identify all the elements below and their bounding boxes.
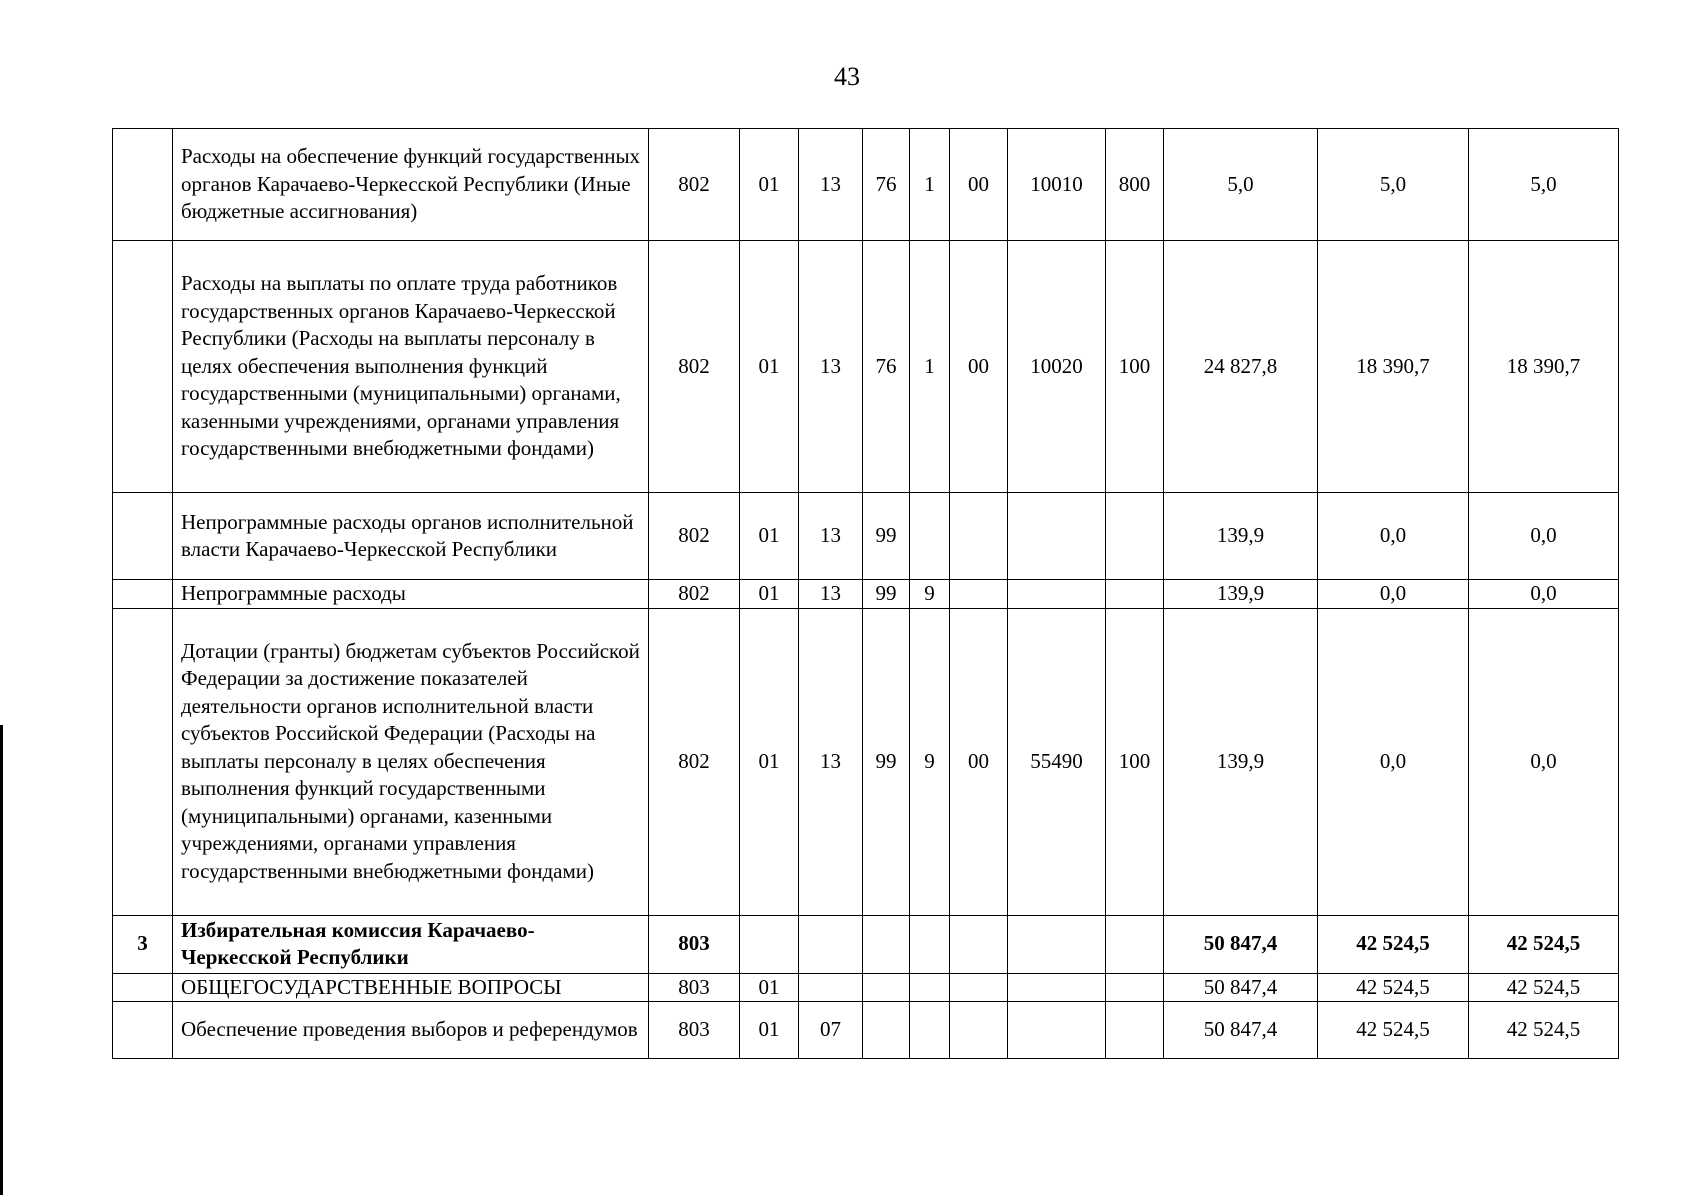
target-article-subprogram-cell: 9 — [910, 608, 950, 915]
amount-year3-cell: 5,0 — [1469, 129, 1619, 241]
section-code-cell: 01 — [740, 241, 799, 493]
amount-year3-cell: 0,0 — [1469, 493, 1619, 580]
target-article-direction-cell: 55490 — [1008, 608, 1106, 915]
row-number-cell — [113, 493, 173, 580]
ministry-code-cell: 803 — [649, 915, 740, 973]
amount-year2-cell: 0,0 — [1318, 580, 1469, 609]
target-article-subprogram-cell — [910, 973, 950, 1002]
section-code-cell: 01 — [740, 1002, 799, 1059]
table-row — [113, 915, 1619, 973]
target-article-subprogram-cell: 9 — [910, 580, 950, 609]
scan-edge-line — [0, 725, 3, 1195]
target-article-program-cell: 76 — [863, 241, 910, 493]
expense-type-code-cell: 100 — [1106, 241, 1164, 493]
ministry-code-cell: 802 — [649, 241, 740, 493]
table-row — [113, 129, 1619, 241]
row-number-cell: 3 — [113, 915, 173, 973]
target-article-direction-cell — [1008, 973, 1106, 1002]
target-article-subprogram-cell — [910, 1002, 950, 1059]
section-code-cell — [740, 915, 799, 973]
subsection-code-cell: 07 — [799, 1002, 863, 1059]
amount-year2-cell: 0,0 — [1318, 493, 1469, 580]
expense-type-code-cell — [1106, 915, 1164, 973]
target-article-subprogram-cell: 1 — [910, 129, 950, 241]
target-article-program-cell — [863, 1002, 910, 1059]
target-article-program-cell: 99 — [863, 493, 910, 580]
expense-name-cell: Непрограммные расходы — [173, 580, 649, 609]
amount-year3-cell: 18 390,7 — [1469, 241, 1619, 493]
amount-year2-cell: 18 390,7 — [1318, 241, 1469, 493]
table-row — [113, 580, 1619, 609]
target-article-program-cell: 76 — [863, 129, 910, 241]
ministry-code-cell: 802 — [649, 580, 740, 609]
expense-name-cell: Избирательная комиссия Карачаево-Черкесской Республики — [173, 915, 649, 973]
row-number-cell — [113, 1002, 173, 1059]
expense-name-cell: Расходы на обеспечение функций государственных органов Карачаево-Черкесской Республики (Иные бюджетные ассигнования) — [173, 129, 649, 241]
amount-year3-cell: 42 524,5 — [1469, 1002, 1619, 1059]
subsection-code-cell: 13 — [799, 580, 863, 609]
amount-year3-cell: 42 524,5 — [1469, 915, 1619, 973]
section-code-cell: 01 — [740, 580, 799, 609]
target-article-direction-cell — [1008, 915, 1106, 973]
subsection-code-cell: 13 — [799, 493, 863, 580]
target-article-subprogram-cell — [910, 915, 950, 973]
row-number-cell — [113, 129, 173, 241]
amount-year1-cell: 24 827,8 — [1164, 241, 1318, 493]
amount-year2-cell: 42 524,5 — [1318, 1002, 1469, 1059]
amount-year1-cell: 139,9 — [1164, 580, 1318, 609]
target-article-event-cell: 00 — [950, 241, 1008, 493]
amount-year2-cell: 42 524,5 — [1318, 915, 1469, 973]
amount-year1-cell: 5,0 — [1164, 129, 1318, 241]
target-article-event-cell — [950, 973, 1008, 1002]
amount-year1-cell: 50 847,4 — [1164, 915, 1318, 973]
amount-year3-cell: 42 524,5 — [1469, 973, 1619, 1002]
ministry-code-cell: 802 — [649, 493, 740, 580]
amount-year3-cell: 0,0 — [1469, 580, 1619, 609]
table-row — [113, 493, 1619, 580]
target-article-event-cell — [950, 1002, 1008, 1059]
page-number: 43 — [834, 62, 860, 91]
target-article-event-cell — [950, 580, 1008, 609]
expense-type-code-cell — [1106, 973, 1164, 1002]
ministry-code-cell: 803 — [649, 973, 740, 1002]
amount-year2-cell: 0,0 — [1318, 608, 1469, 915]
expense-type-code-cell: 100 — [1106, 608, 1164, 915]
row-number-cell — [113, 241, 173, 493]
target-article-event-cell — [950, 493, 1008, 580]
subsection-code-cell: 13 — [799, 129, 863, 241]
expense-name-cell: Непрограммные расходы органов исполнительной власти Карачаево-Черкесской Республики — [173, 493, 649, 580]
target-article-event-cell: 00 — [950, 608, 1008, 915]
subsection-code-cell — [799, 973, 863, 1002]
target-article-event-cell — [950, 915, 1008, 973]
section-code-cell: 01 — [740, 493, 799, 580]
target-article-program-cell: 99 — [863, 608, 910, 915]
ministry-code-cell: 802 — [649, 129, 740, 241]
target-article-direction-cell — [1008, 1002, 1106, 1059]
budget-table — [112, 128, 1619, 1059]
subsection-code-cell: 13 — [799, 241, 863, 493]
amount-year1-cell: 139,9 — [1164, 608, 1318, 915]
row-number-cell — [113, 608, 173, 915]
target-article-program-cell — [863, 973, 910, 1002]
expense-name-cell: Обеспечение проведения выборов и референдумов — [173, 1002, 649, 1059]
target-article-direction-cell: 10020 — [1008, 241, 1106, 493]
expense-name-cell: ОБЩЕГОСУДАРСТВЕННЫЕ ВОПРОСЫ — [173, 973, 649, 1002]
target-article-direction-cell — [1008, 580, 1106, 609]
ministry-code-cell: 803 — [649, 1002, 740, 1059]
target-article-program-cell: 99 — [863, 580, 910, 609]
target-article-direction-cell — [1008, 493, 1106, 580]
section-code-cell: 01 — [740, 608, 799, 915]
ministry-code-cell: 802 — [649, 608, 740, 915]
target-article-subprogram-cell: 1 — [910, 241, 950, 493]
amount-year2-cell: 42 524,5 — [1318, 973, 1469, 1002]
expense-type-code-cell — [1106, 580, 1164, 609]
table-row — [113, 241, 1619, 493]
table-row — [113, 973, 1619, 1002]
subsection-code-cell — [799, 915, 863, 973]
amount-year1-cell: 50 847,4 — [1164, 973, 1318, 1002]
table-row — [113, 608, 1619, 915]
expense-type-code-cell — [1106, 493, 1164, 580]
section-code-cell: 01 — [740, 973, 799, 1002]
target-article-program-cell — [863, 915, 910, 973]
expense-type-code-cell: 800 — [1106, 129, 1164, 241]
amount-year2-cell: 5,0 — [1318, 129, 1469, 241]
target-article-direction-cell: 10010 — [1008, 129, 1106, 241]
amount-year1-cell: 50 847,4 — [1164, 1002, 1318, 1059]
row-number-cell — [113, 973, 173, 1002]
target-article-subprogram-cell — [910, 493, 950, 580]
amount-year1-cell: 139,9 — [1164, 493, 1318, 580]
expense-name-cell: Дотации (гранты) бюджетам субъектов Российской Федерации за достижение показателей деятельности органов исполнительной власти субъектов Российской Федерации (Расходы на выплаты персоналу в целях обеспечения выполнения функций государственными (муниципальными) органами, казенными учреждениями, органами управления государственными внебюджетными фондами) — [173, 608, 649, 915]
subsection-code-cell: 13 — [799, 608, 863, 915]
row-number-cell — [113, 580, 173, 609]
expense-type-code-cell — [1106, 1002, 1164, 1059]
target-article-event-cell: 00 — [950, 129, 1008, 241]
amount-year3-cell: 0,0 — [1469, 608, 1619, 915]
section-code-cell: 01 — [740, 129, 799, 241]
expense-name-cell: Расходы на выплаты по оплате труда работников государственных органов Карачаево-Черкесской Республики (Расходы на выплаты персоналу в целях обеспечения выполнения функций государственными (муниципальными) органами, казенными учреждениями, органами управления государственными внебюджетными фондами) — [173, 241, 649, 493]
table-row — [113, 1002, 1619, 1059]
